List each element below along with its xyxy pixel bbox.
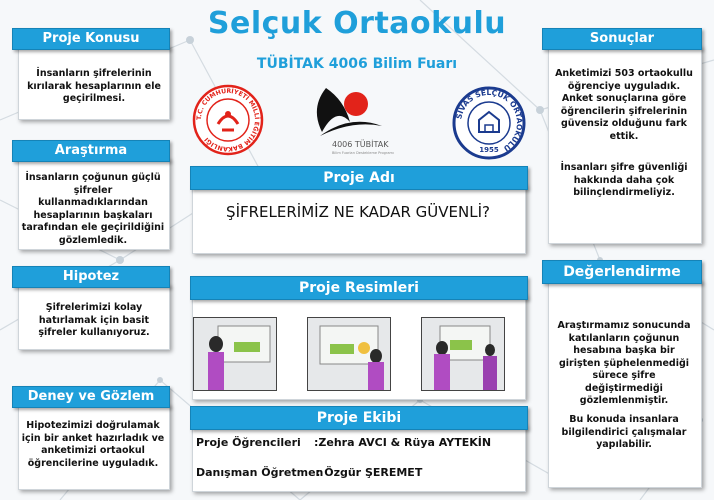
deney-text: Hipotezimizi doğrulamak için bir anket hazırladık ve anketimizi ortaokul öğrencilerine uyguladık.: [21, 420, 165, 469]
team-advisor-value: : Özgür ŞEREMET: [316, 466, 423, 479]
sonuclar-text-2: İnsanları şifre güvenliği hakkında daha çok bilinçlendirmeliyiz.: [560, 162, 688, 198]
hipotez-heading: Hipotez: [12, 266, 170, 288]
tubitak-brand: 4006 TÜBİTAK: [332, 140, 389, 149]
tubitak-tag: Bilim Fuarları Destekleme Programı: [332, 151, 394, 155]
meb-logo: [192, 84, 264, 156]
hipotez-text: Şifrelerimizi kolay hatırlamak için basit şifreler kullanıyoruz.: [38, 302, 150, 338]
meb-ring-text: T.C. CUMHURİYETİ MİLLİ EĞİTİM BAKANLIĞI: [195, 87, 261, 153]
degerlendirme-text-2: Bu konuda insanlara bilgilendirici çalışmalar yapılabilir.: [561, 414, 687, 450]
proje-resimleri-heading: Proje Resimleri: [190, 276, 528, 300]
tubitak-logo: [302, 80, 398, 166]
proje-adi-heading: Proje Adı: [190, 166, 528, 190]
project-photo-3: [421, 317, 505, 391]
degerlendirme-text-1: Araştırmamız sonucunda katılanların çoğunun hesabına başka bir girişten şüphelenmediği sürece şifre değiştirmediği gözlemlenmiştir.: [557, 320, 691, 406]
sonuclar-heading: Sonuçlar: [542, 28, 702, 50]
school-title: Selçuk Ortaokulu: [207, 6, 507, 41]
arastirma-text: İnsanların çoğunun güçlü şifreler kullanmadıklarından hesaplarının başkaları tarafından ele geçirildiğini gözlemledik.: [21, 172, 165, 246]
arastirma-heading: Araştırma: [12, 140, 170, 162]
team-students-value: :Zehra AVCI & Rüya AYTEKİN: [314, 436, 492, 449]
sonuclar-text-1: Anketimizi 503 ortaokullu öğrenciye uyguladık. Anket sonuçlarına göre öğrencilerin şifrelerinin güvensiz olduğunu fark ettik.: [555, 68, 693, 142]
team-advisor-label: Danışman Öğretmen: [196, 466, 324, 479]
proje-adi-text: ŞİFRELERİMİZ NE KADAR GÜVENLİ?: [226, 203, 490, 221]
degerlendirme-heading: Değerlendirme: [542, 260, 702, 284]
proje-konusu-heading: Proje Konusu: [12, 28, 170, 50]
school-year: 1955: [479, 146, 499, 154]
proje-ekibi-heading: Proje Ekibi: [190, 406, 528, 430]
school-ring-text: SİVAS SELÇUK ORTAOKULU: [454, 87, 525, 154]
project-photo-2: [307, 317, 391, 391]
school-logo: [452, 86, 526, 160]
proje-konusu-text: İnsanların şifrelerinin kırılarak hesaplarının ele geçirilmesi.: [27, 68, 161, 104]
deney-heading: Deney ve Gözlem: [12, 386, 170, 408]
fair-subtitle: TÜBİTAK 4006 Bilim Fuarı: [256, 56, 458, 72]
project-photo-1: [193, 317, 277, 391]
proje-ekibi-box: [192, 424, 526, 492]
team-students-label: Proje Öğrencileri: [196, 436, 301, 449]
